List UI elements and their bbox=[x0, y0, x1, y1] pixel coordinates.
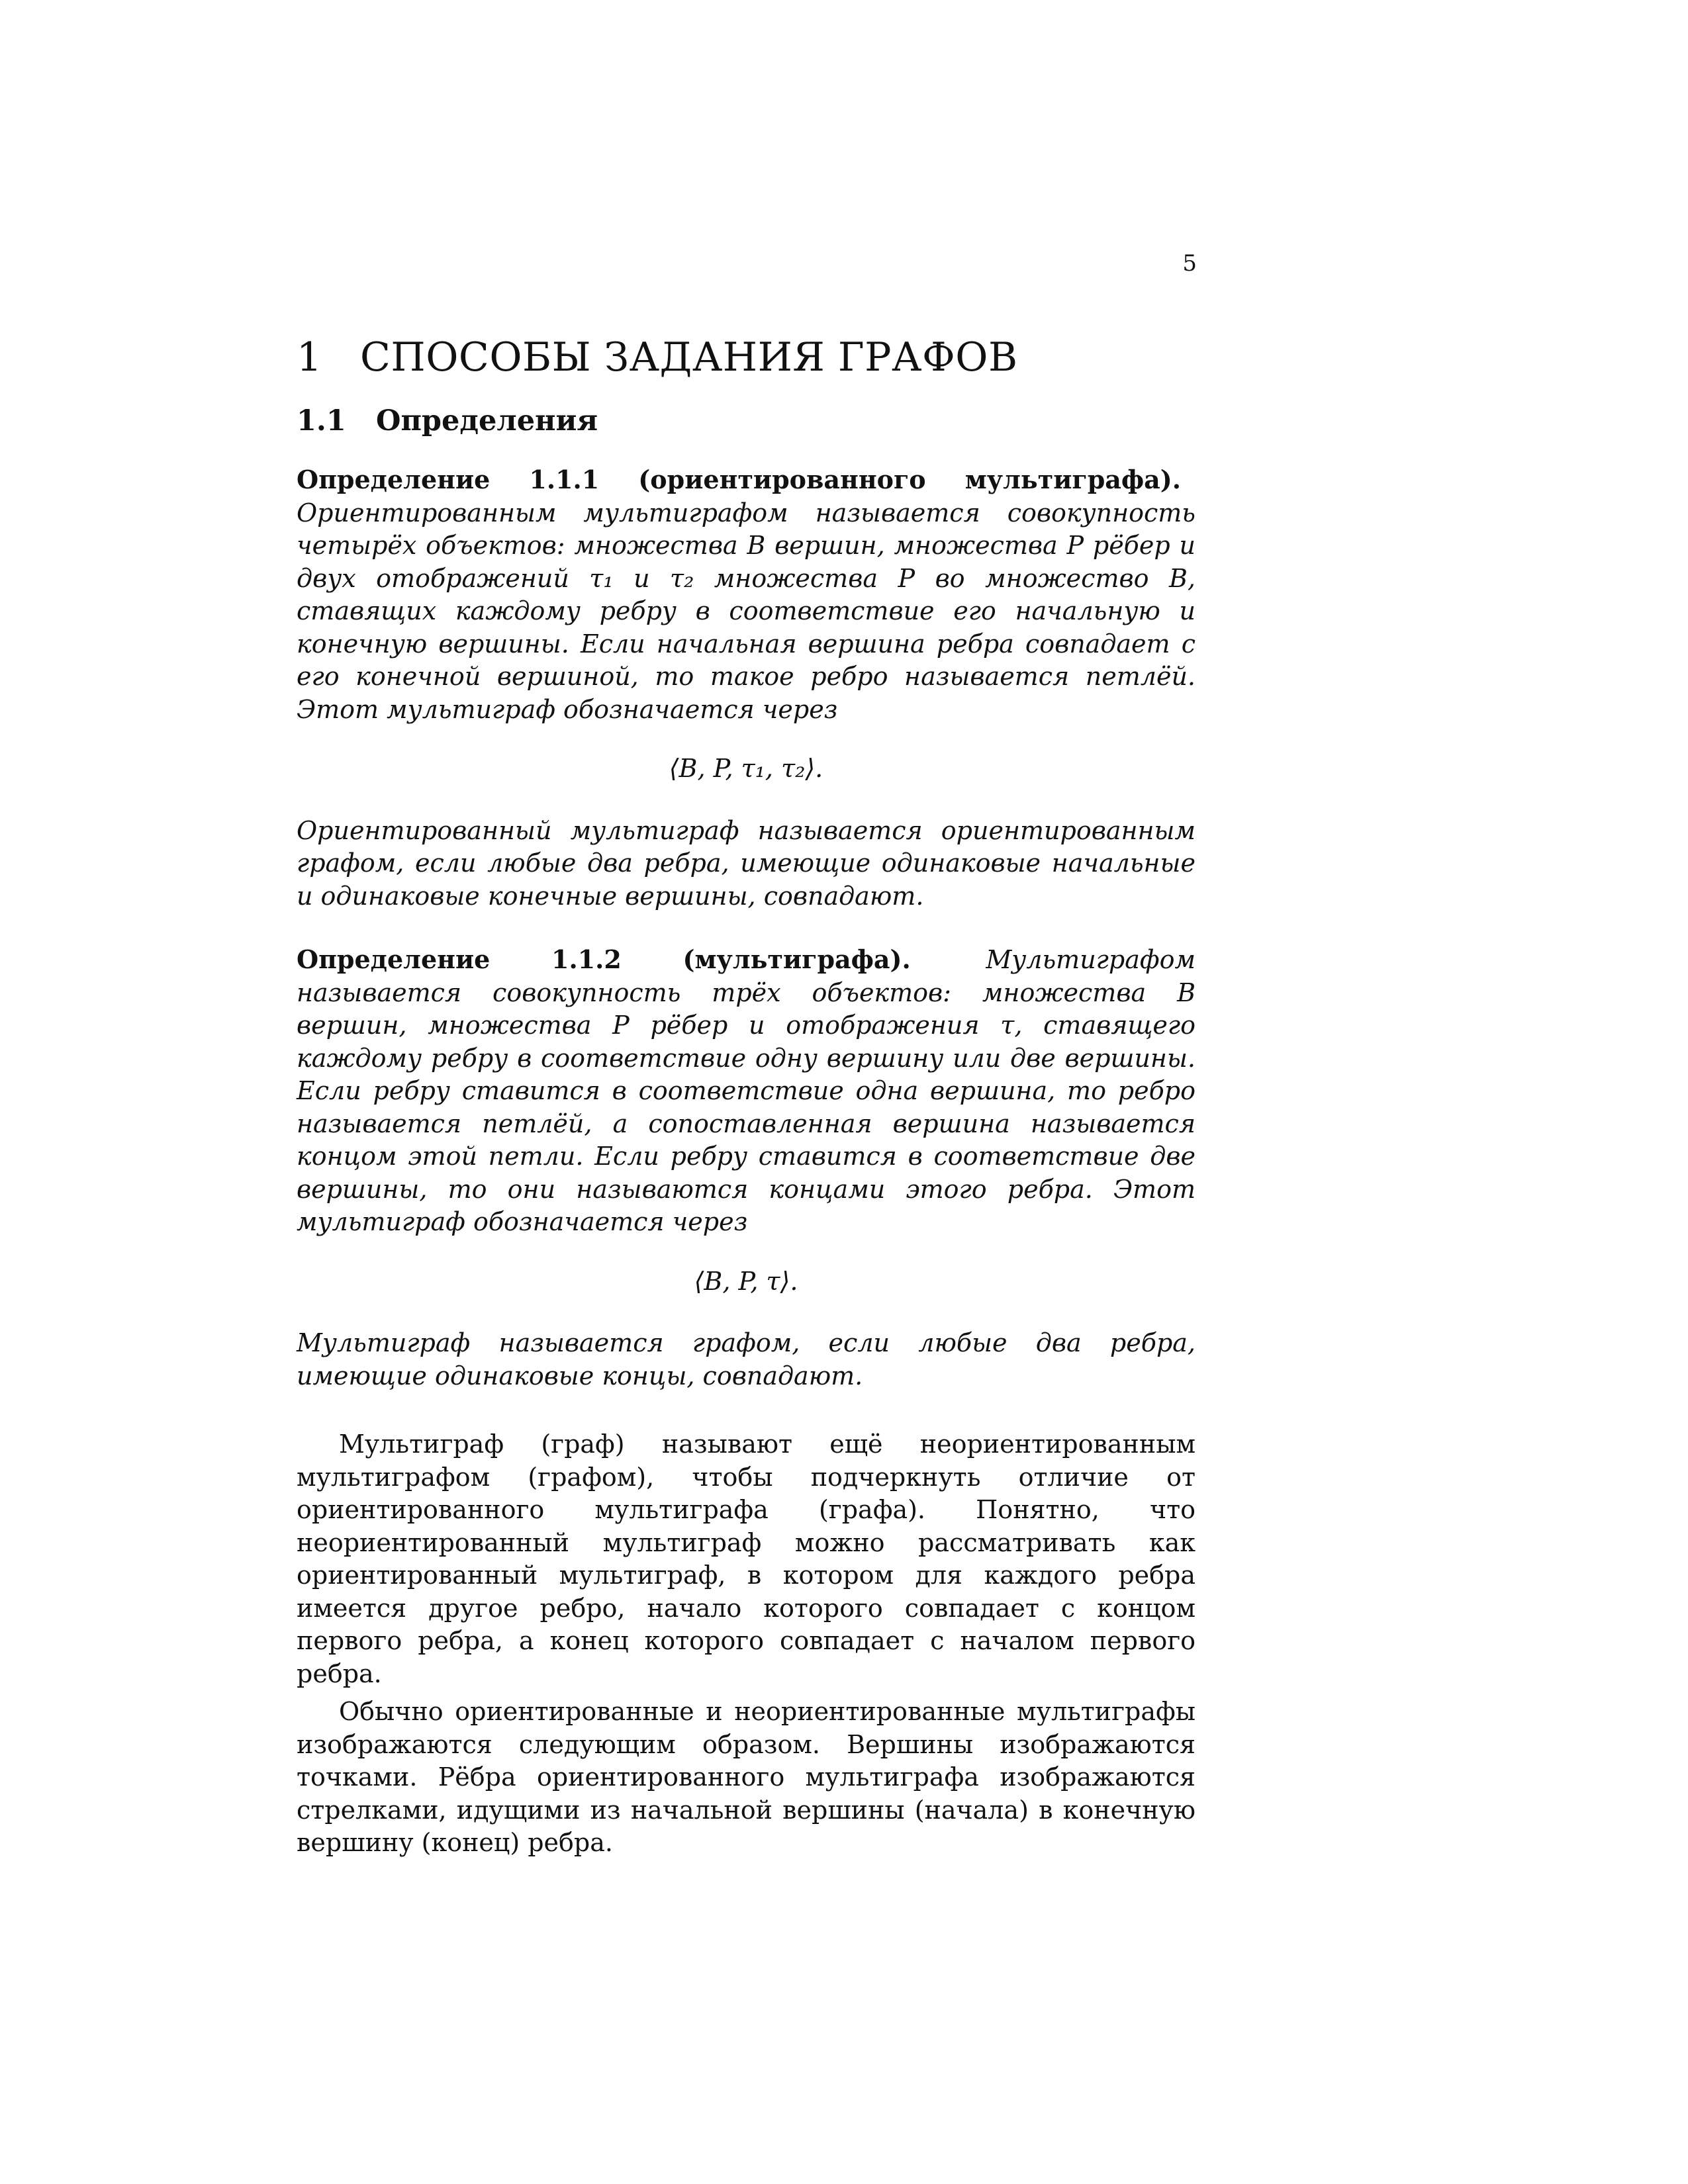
section-heading bbox=[297, 331, 1196, 384]
section-number: 1 bbox=[297, 334, 322, 381]
body-paragraph-1: Мультиграф (граф) называют ещё неориентированным мультиграфом (графом), чтобы подчеркнуть отличие от ориентированного мультиграфа (графа). Понятно, что неориентированный мультиграф можно рассматривать как ориентированный мультиграф, в котором для каждого ребра имеется другое ребро, начало которого совпадает с концом первого ребра, а конец которого совпадает с началом первого ребра. bbox=[297, 1430, 1196, 1688]
definition-1-formula: ⟨B, P, τ₁, τ₂⟩. bbox=[669, 754, 823, 783]
subsection-title: Определения bbox=[376, 404, 598, 437]
definition-1-text: Ориентированным мультиграфом называется совокупность четырёх объектов: множества B вершин, множества P рёбер и двух отображений τ₁ и τ₂ множества P во множество B, ставящих каждому ребру в соответствие его начальную и конечную вершины. Если начальная вершина ребра совпадает с его конечной вершиной, то такое ребро называется петлёй. Этот мультиграф обозначается через bbox=[297, 498, 1196, 724]
section-title: СПОСОБЫ ЗАДАНИЯ ГРАФОВ bbox=[360, 334, 1018, 381]
body-paragraph-2: Обычно ориентированные и неориентированные мультиграфы изображаются следующим образом. Вершины изображаются точками. Рёбра ориентированного мультиграфа изображаются стрелками, идущими из начальной вершины (начала) в конечную вершину (конец) ребра. bbox=[297, 1697, 1196, 1857]
definition-2 bbox=[297, 943, 1196, 1239]
subsection-heading bbox=[297, 401, 1196, 441]
definition-2-text: Мультиграфом называется совокупность трёх объектов: множества B вершин, множества P рёбер и отображения τ, ставящего каждому ребру в соответствие одну вершину или две вершины. Если ребру ставится в соответствие одна вершина, то ребро называется петлёй, а сопоставленная вершина называется концом этой петли. Если ребру ставится в соответствие две вершины, то они называются концами этого ребра. Этот мультиграф обозначается через bbox=[297, 945, 1196, 1236]
definition-1 bbox=[297, 463, 1196, 726]
definition-2-head: Определение 1.1.2 (мультиграфа). bbox=[297, 944, 911, 974]
subsection-number: 1.1 bbox=[297, 404, 346, 437]
definition-1-head: Определение 1.1.1 (ориентированного мультиграфа). bbox=[297, 465, 1181, 494]
definition-1-tail: Ориентированный мультиграф называется ориентированным графом, если любые два ребра, имеющие одинаковые начальные и одинаковые конечные вершины, совпадают. bbox=[297, 815, 1196, 911]
page-content bbox=[297, 331, 1196, 1860]
definition-2-tail: Мультиграф называется графом, если любые два ребра, имеющие одинаковые концы, совпадают. bbox=[297, 1328, 1196, 1390]
definition-2-formula: ⟨B, P, τ⟩. bbox=[694, 1266, 798, 1296]
page-number: 5 bbox=[1182, 250, 1197, 277]
